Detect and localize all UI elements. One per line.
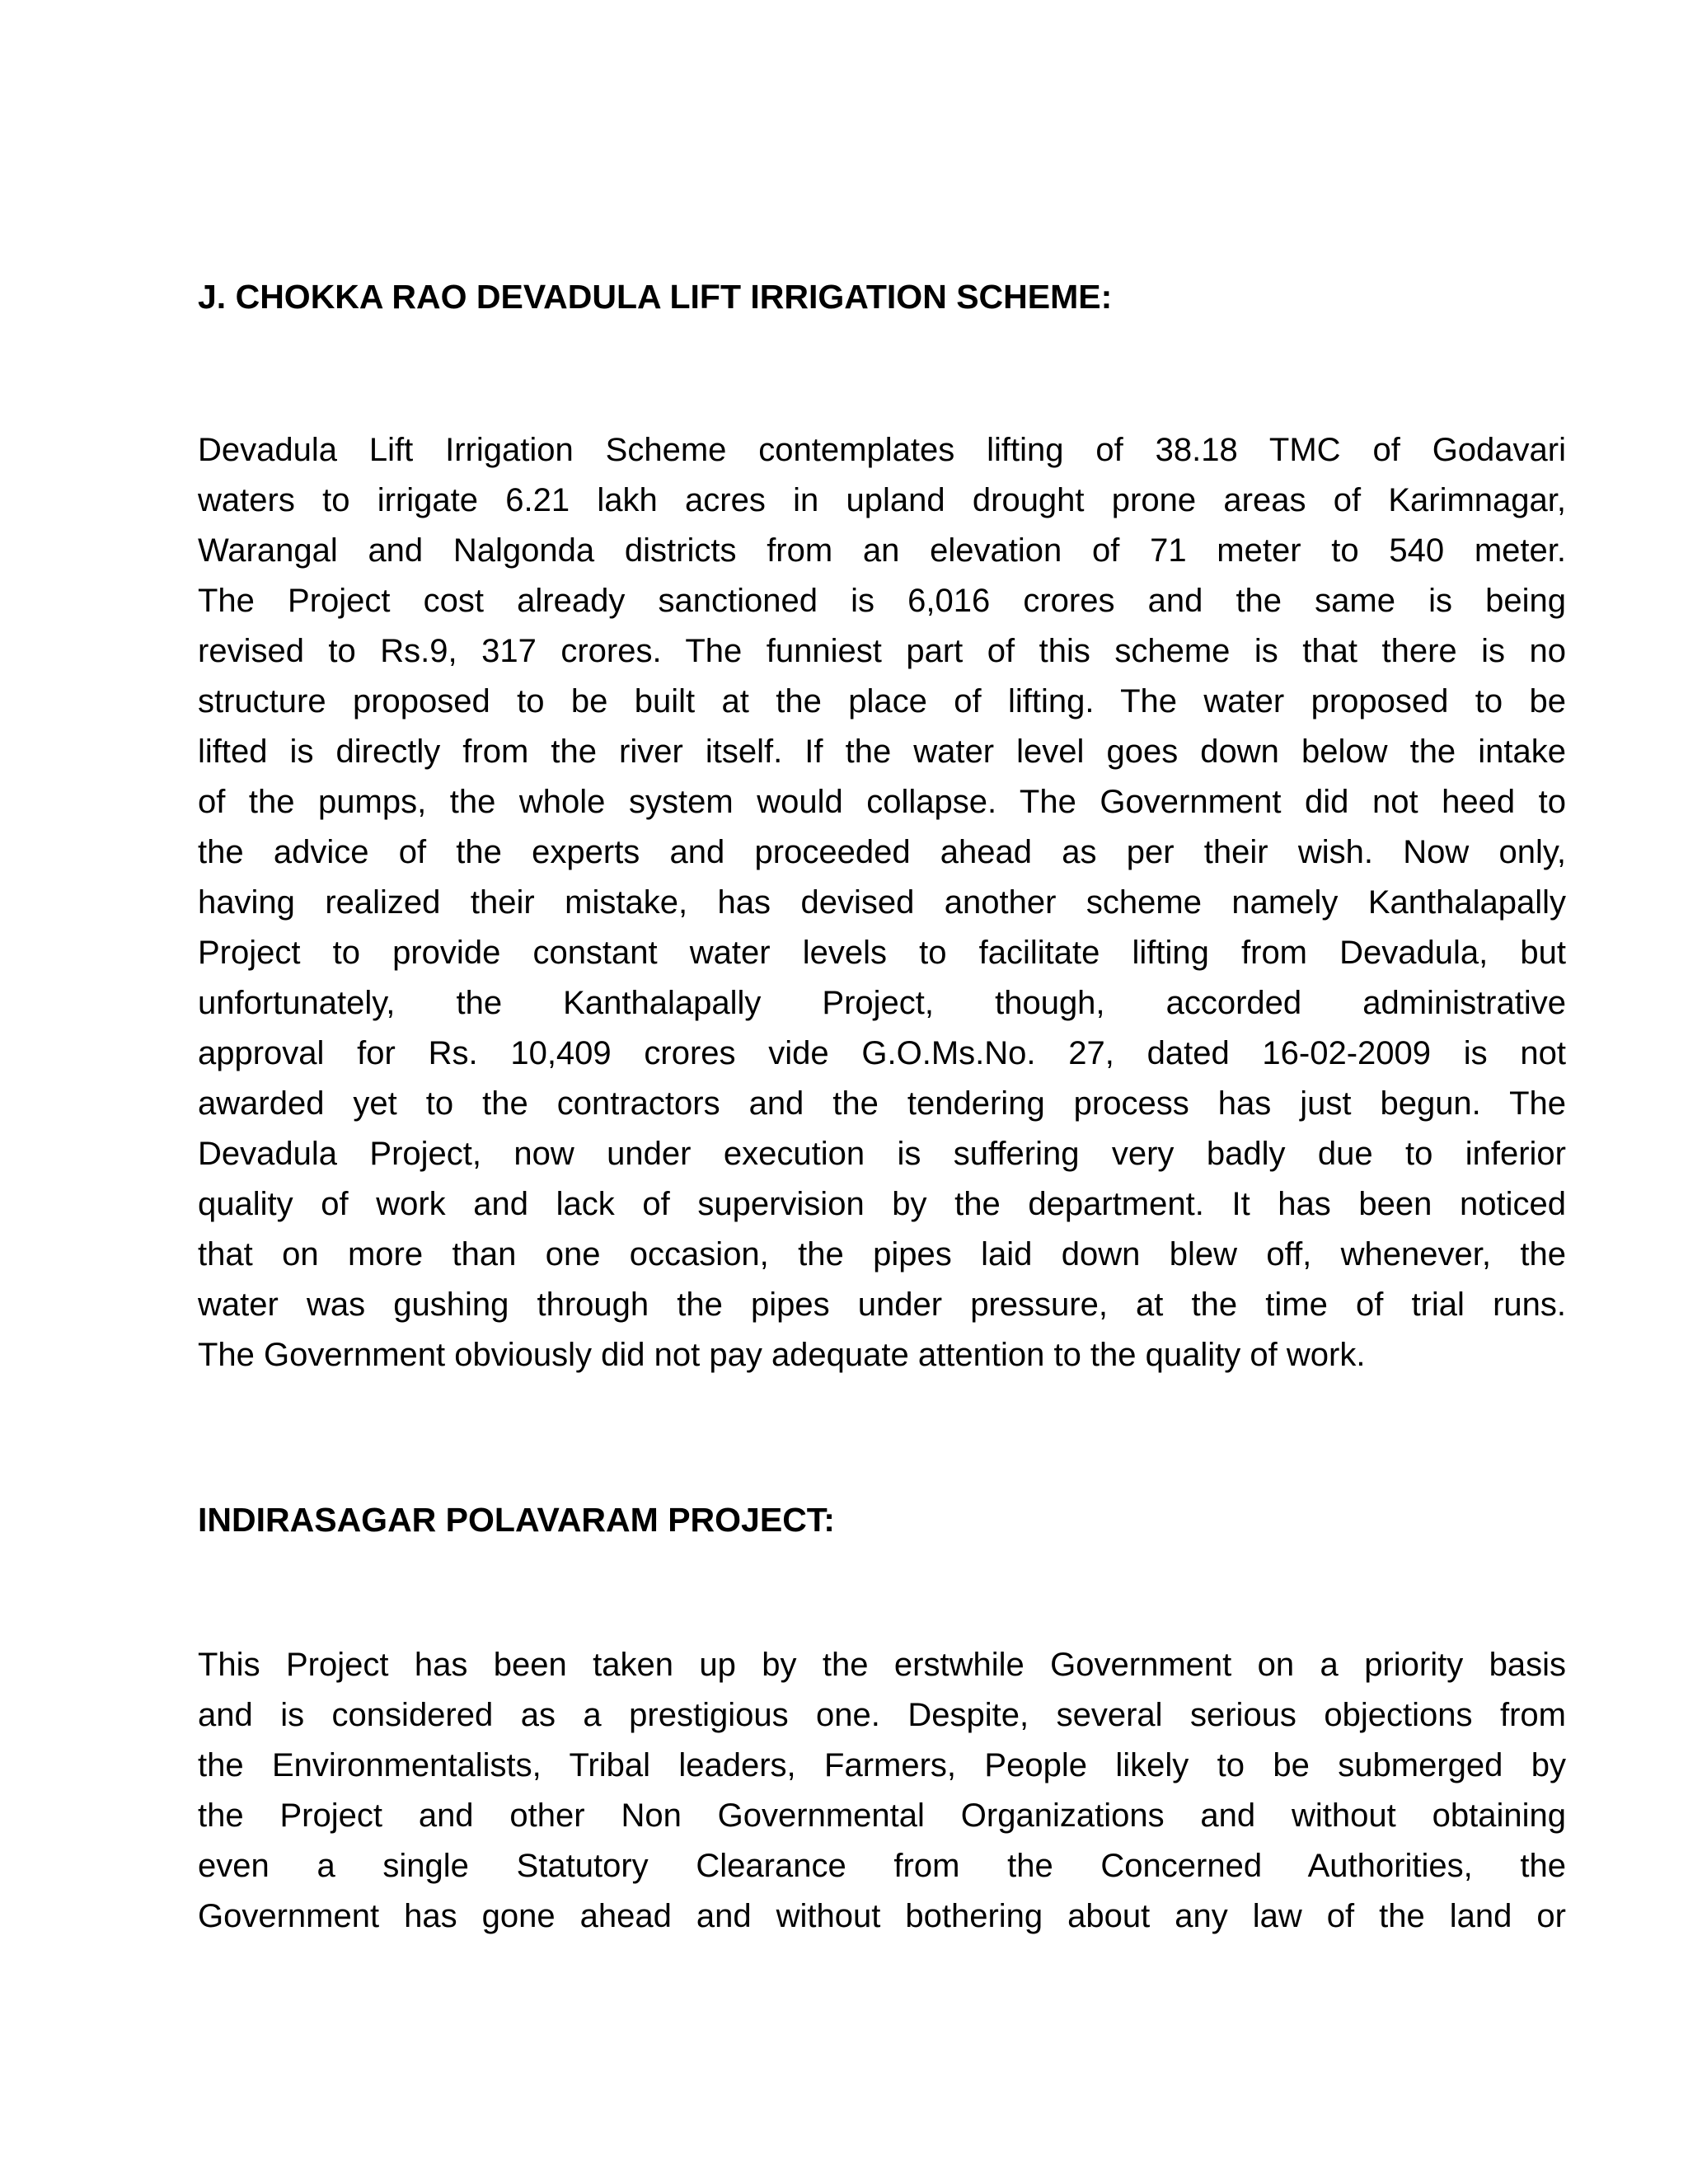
text-line: structure proposed to be built at the place of lifting. The water proposed to be xyxy=(198,683,1566,719)
text-line: the Project and other Non Governmental Organizations and without obtaining xyxy=(198,1797,1566,1834)
text-line: lifted is directly from the river itself. If the water level goes down below the intake xyxy=(198,733,1566,770)
text-line: The Government obviously did not pay adequate attention to the quality of work. xyxy=(198,1337,1366,1373)
text-line: water was gushing through the pipes under pressure, at the time of trial runs. xyxy=(198,1286,1566,1323)
text-line: quality of work and lack of supervision by the department. It has been noticed xyxy=(198,1186,1566,1222)
text-line: waters to irrigate 6.21 lakh acres in upland drought prone areas of Karimnagar, xyxy=(198,482,1566,518)
text-line: awarded yet to the contractors and the tendering process has just begun. The xyxy=(198,1085,1566,1122)
text-line: Project to provide constant water levels to facilitate lifting from Devadula, but xyxy=(198,935,1566,971)
text-line: approval for Rs. 10,409 crores vide G.O.Ms.No. 27, dated 16-02-2009 is not xyxy=(198,1035,1566,1071)
section-heading-polavaram: INDIRASAGAR POLAVARAM PROJECT: xyxy=(198,1501,835,1539)
text-line: unfortunately, the Kanthalapally Project, though, accorded administrative xyxy=(198,985,1566,1021)
text-line: revised to Rs.9, 317 crores. The funniest part of this scheme is that there is no xyxy=(198,633,1566,669)
section-heading-devadula: J. CHOKKA RAO DEVADULA LIFT IRRIGATION SCHEME: xyxy=(198,278,1113,316)
paragraph-devadula xyxy=(198,425,1566,1380)
text-line: even a single Statutory Clearance from the Concerned Authorities, the xyxy=(198,1848,1566,1884)
text-line: Government has gone ahead and without bothering about any law of the land or xyxy=(198,1898,1566,1934)
text-line: Devadula Project, now under execution is suffering very badly due to inferior xyxy=(198,1136,1566,1172)
text-line: that on more than one occasion, the pipes laid down blew off, whenever, the xyxy=(198,1236,1566,1272)
paragraph-polavaram xyxy=(198,1640,1566,1942)
text-line: Devadula Lift Irrigation Scheme contemplates lifting of 38.18 TMC of Godavari xyxy=(198,432,1566,468)
text-line: and is considered as a prestigious one. Despite, several serious objections from xyxy=(198,1697,1566,1733)
text-line: the Environmentalists, Tribal leaders, Farmers, People likely to be submerged by xyxy=(198,1747,1566,1783)
text-line: of the pumps, the whole system would collapse. The Government did not heed to xyxy=(198,784,1566,820)
text-line: The Project cost already sanctioned is 6,016 crores and the same is being xyxy=(198,583,1566,619)
text-line: having realized their mistake, has devised another scheme namely Kanthalapally xyxy=(198,884,1566,921)
text-line: Warangal and Nalgonda districts from an elevation of 71 meter to 540 meter. xyxy=(198,532,1566,569)
text-line: the advice of the experts and proceeded ahead as per their wish. Now only, xyxy=(198,834,1566,870)
text-line: This Project has been taken up by the erstwhile Government on a priority basis xyxy=(198,1647,1566,1683)
